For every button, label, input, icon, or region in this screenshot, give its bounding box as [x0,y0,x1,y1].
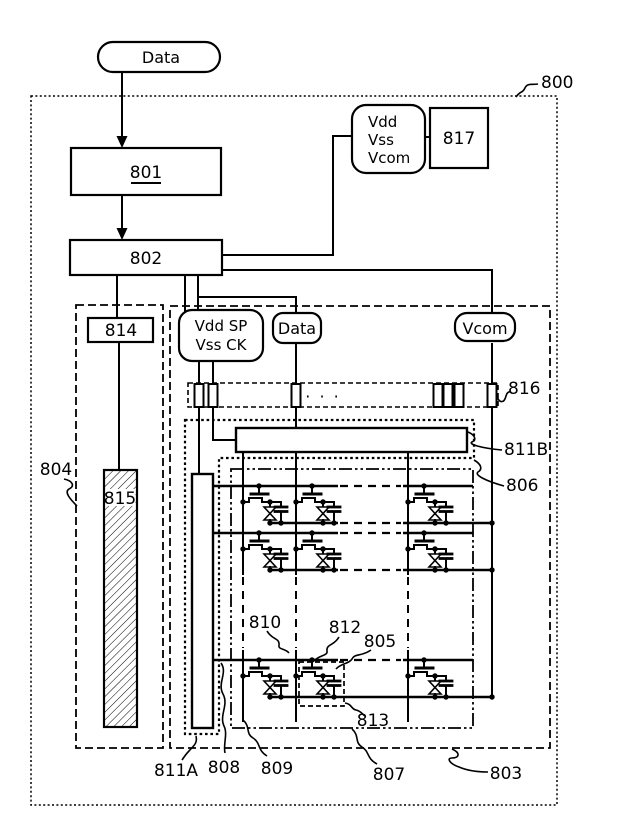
leader-808 [221,663,226,753]
terminal [444,384,453,407]
arrowhead-icon [117,136,128,148]
ref-label-816: 816 [508,379,541,399]
block-814-label: 814 [104,321,138,341]
pixel-cell [405,657,452,699]
vss-label: Vss [368,131,394,149]
pixel-cells [240,483,452,699]
terminal-group-816 [195,384,497,407]
ref-label-813: 813 [356,711,390,731]
ref-label-811B: 811B [504,440,549,460]
arrow-801-to-802 [117,195,128,240]
arrow-data-to-801 [117,72,128,148]
ref-label-805: 805 [363,632,397,652]
ref-label-806: 806 [506,476,539,496]
backlight-815-label: 815 [103,489,137,509]
block-802 [70,240,222,275]
leader-806 [474,460,504,486]
terminal [455,384,464,407]
pixel-cell [293,530,340,572]
block-817 [430,108,488,168]
wire-802-to-power [222,136,352,255]
pixel-cell [240,530,287,572]
block-801-label: 801 [129,163,163,183]
ref-label-800: 800 [541,73,574,93]
leader-809 [243,720,267,756]
terminal [488,384,497,407]
data-input-block [98,42,220,72]
leader-807 [352,729,377,764]
source-driver-811B [236,428,467,452]
ref-label-811A: 811A [153,761,199,781]
leader-811B [468,432,502,450]
ref-label-809: 809 [260,759,294,779]
driver-signals-block [179,310,263,361]
ref-label-807: 807 [372,765,406,785]
power-signal-block [352,105,425,173]
leader-803 [449,749,488,772]
leader-804 [64,479,77,506]
panel-vcom-label: Vcom [462,319,508,338]
terminal [292,384,301,407]
panel-data-block [273,313,321,343]
pixel-cell [405,530,452,572]
block-801 [71,148,221,195]
ref-label-803: 803 [489,764,523,784]
leader-810 [267,631,289,653]
leader-800 [516,84,538,97]
data-input-label: Data [141,48,181,67]
panel-data-label: Data [277,319,317,338]
pixel-cell [405,483,452,525]
pixel-cell [293,483,340,525]
ref-label-812: 812 [328,618,362,638]
terminal [209,384,218,407]
vss-ck-label: Vss CK [195,336,247,354]
pixel-cell [240,657,287,699]
wire-802-to-vcom [222,270,492,314]
panel-vcom-block [455,313,515,341]
gate-driver-811A [192,474,213,728]
ref-label-804: 804 [39,460,73,480]
block-814 [88,318,153,342]
pixel-cell [293,657,340,699]
terminal-ellipsis: · · · [305,387,341,406]
ref-label-808: 808 [207,758,241,778]
block-802-label: 802 [129,249,163,269]
terminal [195,384,204,407]
vdd-label: Vdd [368,113,398,131]
arrowhead-icon [117,228,128,240]
leader-812 [314,637,339,661]
backlight-815 [104,470,137,727]
block-817-label: 817 [442,129,476,149]
vcom-label: Vcom [368,149,411,167]
pixel-cell [240,483,287,525]
driver-region-806 [185,420,474,734]
ref-label-810: 810 [248,613,282,633]
vdd-sp-label: Vdd SP [194,317,248,335]
terminal [434,384,443,407]
